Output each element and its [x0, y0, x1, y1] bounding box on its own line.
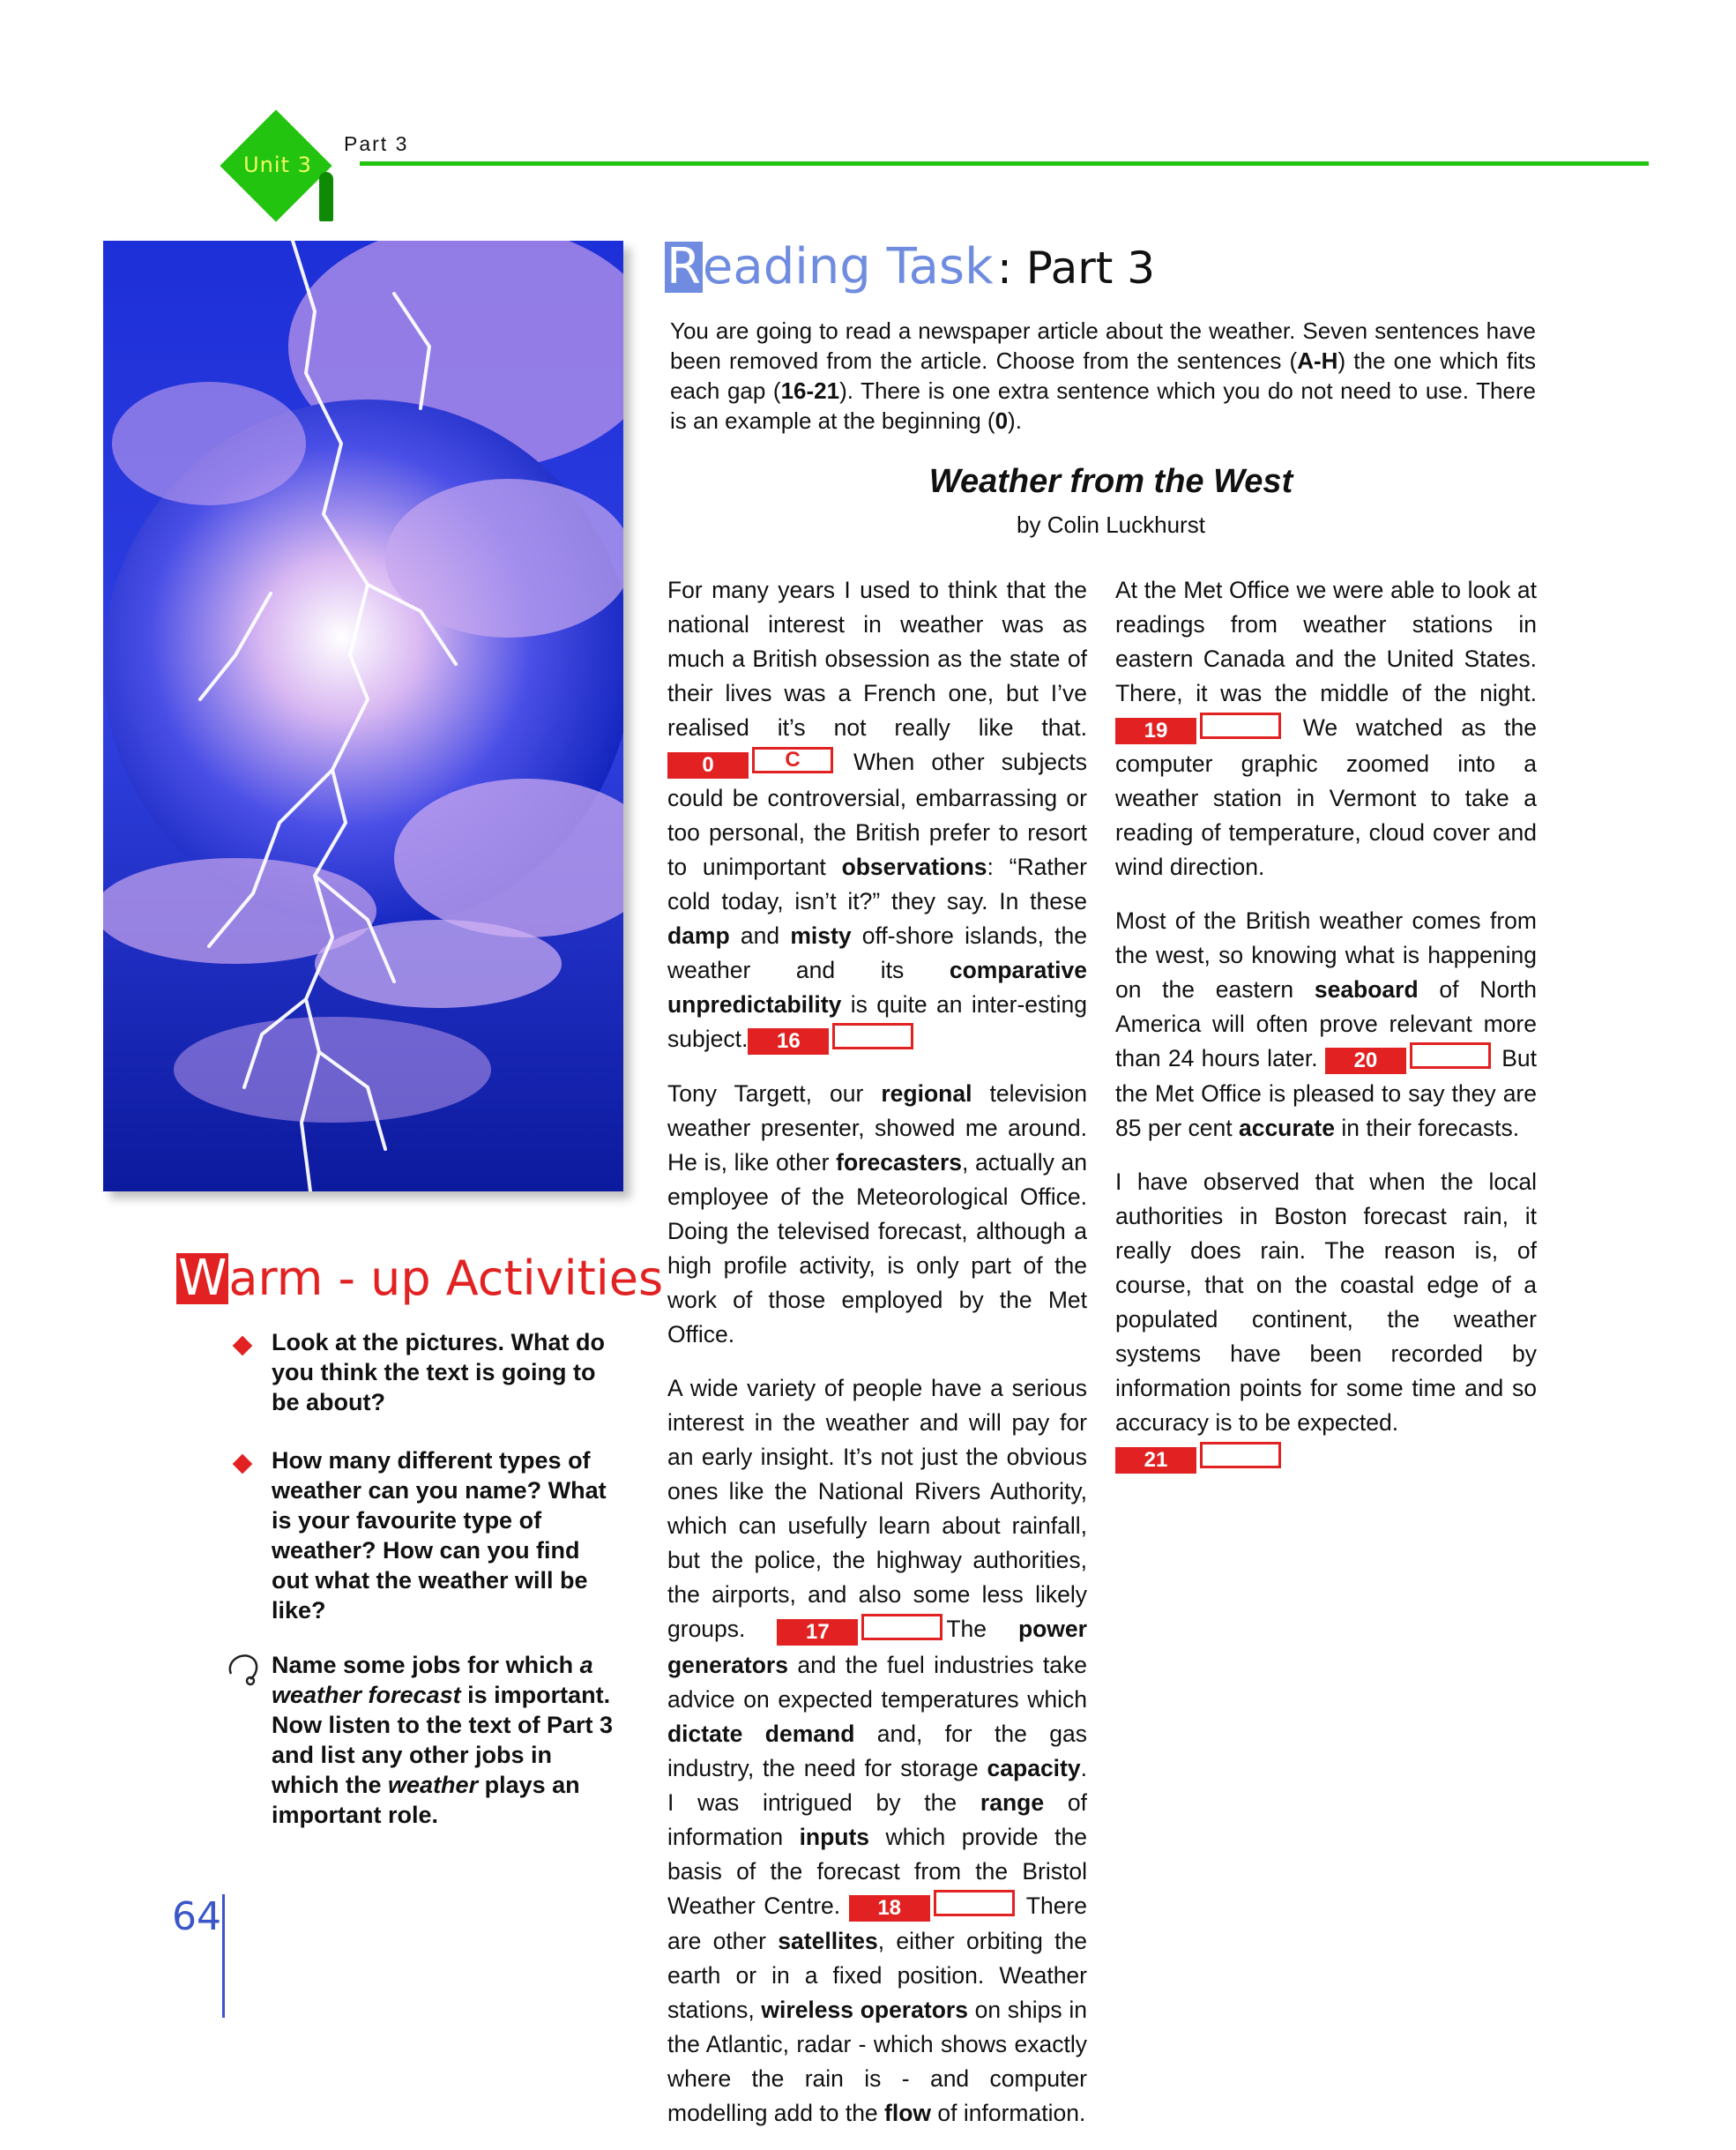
- text: . I was intrigued by the: [667, 1754, 1087, 1816]
- article-paragraph: [667, 1371, 1087, 2131]
- instructions-text: ) the one which fits each gap (: [670, 347, 1537, 404]
- diamond-bullet-icon: [233, 1454, 253, 1474]
- reading-task-title-rest: eading Task: [702, 238, 994, 295]
- warmup-title-cap: W: [178, 1250, 227, 1307]
- gap-number: 20: [1325, 1048, 1406, 1074]
- text: in their forecasts.: [1341, 1115, 1520, 1141]
- vocab-word: misty: [790, 922, 852, 949]
- article-column-right: [1115, 573, 1537, 1496]
- vocab-word: observations: [841, 853, 987, 880]
- vocab-word: range: [980, 1788, 1045, 1816]
- emphasis-text: a weather forecast: [272, 1652, 593, 1708]
- text: Most of the British weather comes from the west, so knowing what is happening on the eastern: [1115, 907, 1537, 1003]
- text: There are other: [667, 1892, 1087, 1954]
- gap-number: 18: [849, 1895, 930, 1922]
- article-byline: by Colin Luckhurst: [1017, 511, 1205, 538]
- instructions-text: ).: [1008, 407, 1022, 434]
- text: of information.: [937, 2100, 1086, 2126]
- article-paragraph: [667, 573, 1087, 1057]
- task-instructions: [670, 316, 1536, 436]
- text: , either orbiting the earth or in a fixed position. Weather stations,: [667, 1928, 1087, 2023]
- warmup-title-rest: arm - up Activities: [228, 1250, 664, 1306]
- gap-answer-box[interactable]: [1200, 713, 1281, 739]
- text: and: [740, 922, 780, 949]
- vocab-word: inputs: [799, 1823, 870, 1850]
- gap-answer-box[interactable]: [1410, 1042, 1491, 1069]
- article-column-left: [667, 573, 1087, 2150]
- vocab-word: forecasters: [836, 1149, 963, 1176]
- gap-0: [667, 747, 833, 781]
- instructions-text: 0: [995, 407, 1009, 434]
- vocab-word: comparative unpredictability: [667, 956, 1087, 1018]
- instructions-text: A-H: [1297, 347, 1338, 374]
- diamond-bullet-icon: [233, 1336, 253, 1356]
- gap-number: 21: [1115, 1447, 1196, 1474]
- page-number: 64: [172, 1894, 221, 1939]
- text: Tony Targett, our: [667, 1080, 864, 1107]
- text: and, for the gas industry, the need for storage: [667, 1720, 1087, 1781]
- reading-task-title: [665, 238, 1155, 300]
- text: of North America will often prove relevant more than 24 hours later.: [1115, 975, 1537, 1071]
- gap-21: [1115, 1442, 1281, 1476]
- gap-17: [777, 1614, 943, 1648]
- gap-20: [1325, 1042, 1491, 1077]
- gap-number: 0: [667, 752, 749, 779]
- unit-tab-icon: [319, 172, 333, 221]
- vocab-word: damp: [667, 922, 730, 949]
- text: is quite an inter-esting subject.: [667, 990, 1087, 1052]
- gap-answer-box[interactable]: [861, 1614, 943, 1640]
- gap-number: 19: [1115, 718, 1196, 744]
- text: When other subjects could be controversial, embarrassing or too personal, the British prefer to resort to unimportant: [667, 749, 1087, 880]
- vocab-word: satellites: [778, 1928, 878, 1954]
- vocab-word: dictate demand: [667, 1720, 855, 1747]
- text: For many years I used to think that the national interest in weather was as much a British obsession as the state of their lives was a French one, but I’ve realised it’s not really like that.: [667, 577, 1087, 741]
- article-paragraph: [1115, 904, 1537, 1146]
- gap-number: 16: [748, 1028, 829, 1055]
- gap-answer-box[interactable]: [934, 1890, 1015, 1916]
- article-title: Weather from the West: [928, 463, 1293, 500]
- text: is important. Now listen to the text of Part 3 and list any other jobs in which the: [272, 1682, 614, 1798]
- text: At the Met Office we were able to look at readings from weather stations in eastern Canada and the United States. There, it was the middle of the night.: [1115, 577, 1537, 706]
- part-label: Part 3: [344, 132, 409, 155]
- warmup-item-2: How many different types of weather can you name? What is your favourite type of weather? How can you find out what the weather will be like?: [272, 1447, 607, 1624]
- emphasis-text: weather: [388, 1772, 479, 1798]
- header-rule: [360, 161, 1649, 166]
- text: which provide the basis of the forecast from the Bristol Weather Centre.: [667, 1823, 1087, 1919]
- unit-label: Unit 3: [243, 153, 312, 177]
- instructions-text: ). There is one extra sentence which you do not need to use. There is an example at the beginning (: [670, 377, 1536, 434]
- gap-number: 17: [777, 1619, 858, 1646]
- reading-task-title-cap: R: [667, 238, 701, 295]
- text: I have observed that when the local authorities in Boston forecast rain, it really does rain. The reason is, of course, that on the coastal edge of a populated continent, the weather systems have been recorded by information points for some time and so accuracy is to be expected.: [1115, 1168, 1537, 1436]
- warmup-title: [176, 1250, 663, 1306]
- text: A wide variety of people have a serious interest in the weather and will pay for an early insight. It’s not just the obvious ones like the National Rivers Authority, which can usefully learn about rainfall, but the police, the highway authorities, the airports, and also some less likely groups.: [667, 1375, 1087, 1642]
- text: plays an important role.: [272, 1772, 580, 1828]
- warmup-item-3: [272, 1650, 620, 1830]
- vocab-word: capacity: [987, 1754, 1081, 1781]
- gap-answer-box[interactable]: C: [752, 747, 833, 773]
- instructions-text: You are going to read a newspaper article about the weather. Seven sentences have been removed from the article. Choose from the sentences (: [670, 317, 1536, 374]
- vocab-word: flow: [884, 2100, 932, 2126]
- instructions-text: 16-21: [780, 377, 840, 404]
- text: off-shore islands, the weather and its: [667, 922, 1087, 983]
- page-rule: [222, 1894, 225, 2018]
- vocab-word: regional: [881, 1080, 972, 1107]
- text: of information: [667, 1788, 1087, 1850]
- warmup-item-1: Look at the pictures. What do you think the text is going to be about?: [272, 1329, 606, 1415]
- text: : “Rather cold today, isn’t it?” they say. In these: [667, 853, 1087, 914]
- gap-19: [1115, 713, 1281, 747]
- vocab-word: power generators: [667, 1616, 1087, 1678]
- text: Name some jobs for which: [272, 1652, 574, 1678]
- gap-18: [849, 1890, 1015, 1924]
- article-paragraph: [1115, 1165, 1537, 1476]
- vocab-word: accurate: [1238, 1115, 1335, 1141]
- gap-answer-box[interactable]: [832, 1023, 913, 1049]
- text: television weather presenter, showed me around. He is, like other: [667, 1080, 1087, 1176]
- article-paragraph: [667, 1077, 1087, 1352]
- article-paragraph: [1115, 573, 1537, 885]
- unit-badge: [220, 110, 332, 221]
- text: on ships in the Atlantic, radar - which shows exactly where the rain is - and computer modelling add to the: [667, 1997, 1087, 2126]
- lightning-photo: [103, 241, 623, 1191]
- gap-16: [748, 1023, 913, 1057]
- reading-task-title-suffix: : Part 3: [996, 243, 1156, 294]
- text: , actually an employee of the Meteorological Office. Doing the televised forecast, although a high profile activity, is only part of the work of those employed by the Met Office.: [667, 1149, 1087, 1347]
- vocab-word: wireless operators: [761, 1997, 968, 2023]
- headphones-icon: [224, 1649, 263, 1688]
- text: But the Met Office is pleased to say they are 85 per cent: [1115, 1044, 1537, 1141]
- gap-answer-box[interactable]: [1200, 1442, 1281, 1468]
- text: and the fuel industries take advice on expected temperatures which: [667, 1651, 1087, 1713]
- vocab-word: seaboard: [1314, 975, 1419, 1003]
- text: We watched as the computer graphic zoomed into a weather station in Vermont to take a reading of temperature, cloud cover and wind direction.: [1115, 714, 1537, 880]
- text: The: [946, 1616, 987, 1642]
